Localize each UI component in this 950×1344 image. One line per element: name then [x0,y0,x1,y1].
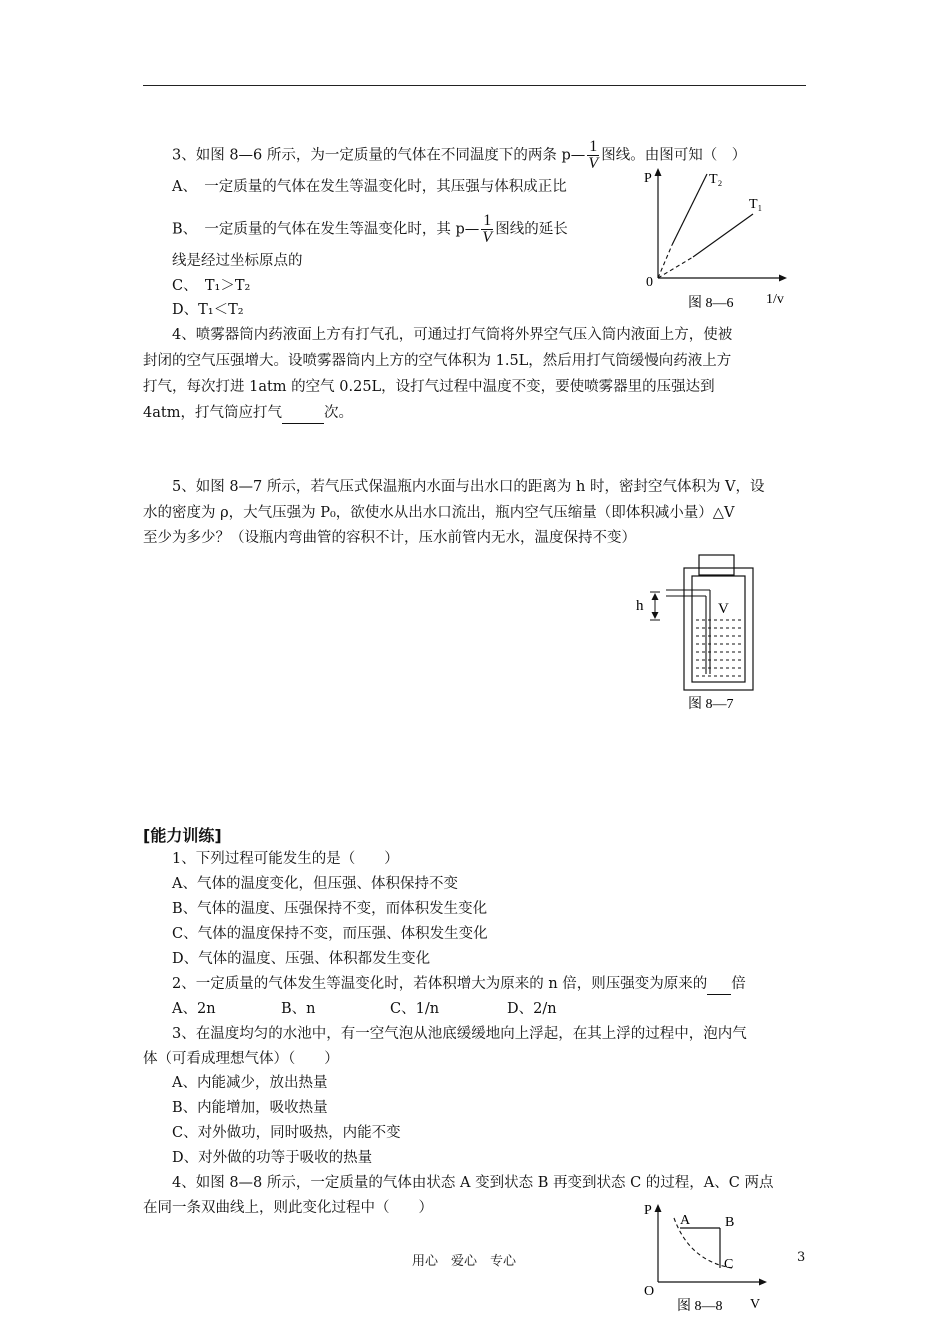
q4-line2: 封闭的空气压强增大。设喷雾器筒内上方的空气体积为 1.5L，然后用打气筒缓慢向药液上方 [143,353,732,369]
q5-line1: 5、如图 8—7 所示，若气压式保温瓶内水面与出水口的距离为 h 时，密封空气体积为 V，设 [172,479,765,495]
fig87-h-label: h [636,598,644,614]
q3-option-a: A、 一定质量的气体在发生等温变化时，其压强与体积成正比 [172,179,567,195]
t1-stem: 1、下列过程可能发生的是（ ） [172,851,399,867]
t2-option-d: D、2/n [507,1001,557,1017]
t2-stem [172,974,746,995]
t1-option-d: D、气体的温度、压强、体积都发生变化 [172,951,431,967]
figure-8-8 [640,1196,780,1314]
fig88-point-c: C [724,1257,734,1272]
fig87-v-label: V [718,601,729,617]
section-title: [能力训练] [143,826,222,845]
t1-line [693,214,753,257]
fraction-1-over-v: $\frac{1}{V}$ [588,138,599,172]
q3-option-c: C、 T₁＞T₂ [172,278,251,294]
bottle-cap [699,555,734,575]
fraction-1-over-v: $\frac{1}{V}$ [482,212,493,246]
t2-option-a: A、2n [172,1001,216,1017]
figure-8-6 [630,160,800,315]
q4-line4-tail: 次。 [323,405,353,421]
t4-line1: 4、如图 8—8 所示，一定质量的气体由状态 A 变到状态 B 再变到状态 C 的过程，A、C 两点 [172,1175,774,1191]
fig88-caption: 图 8—8 [677,1299,723,1314]
t3-option-c: C、对外做功，同时吸热，内能不变 [172,1125,401,1141]
q5-line2: 水的密度为 ρ，大气压强为 P₀，欲使水从出水口流出，瓶内空气压缩量（即体积减小量）△V [143,505,735,521]
q3-stem-tail: 图线。由图可知（ ） [601,147,747,164]
fig86-y-label: P [644,171,652,186]
bottle-inner [692,576,745,682]
t4-line2: 在同一条双曲线上，则此变化过程中（ ） [143,1200,433,1216]
fig87-caption: 图 8—7 [688,697,734,712]
q3-option-b-text: B、 一定质量的气体在发生等温变化时，其 p— [172,221,480,238]
t3-option-b: B、内能增加，吸收热量 [172,1100,328,1116]
t1-extension [658,257,693,278]
q4-line1: 4、喷雾器筒内药液面上方有打气孔，可通过打气筒将外界空气压入筒内液面上方，使被 [172,327,733,343]
t3-option-d: D、对外做的功等于吸收的热量 [172,1150,373,1166]
t3-line1: 3、在温度均匀的水池中，有一空气泡从池底缓缓地向上浮起，在其上浮的过程中，泡内气 [172,1026,747,1042]
t2-stem-tail: 倍 [731,976,746,992]
q3-option-b-tail: 图线的延长 [495,221,568,238]
page-number: 3 [797,1250,806,1265]
t2-option-c: C、1/n [390,1001,440,1017]
fig88-origin: O [644,1284,655,1299]
q4-line3: 打气，每次打进 1atm 的空气 0.25L，设打气过程中温度不变，要使喷雾器里的压强达到 [143,379,715,395]
fig88-point-b: B [725,1215,735,1230]
q5-line3: 至少为多少？（设瓶内弯曲管的容积不计，压水前管内无水，温度保持不变） [143,530,636,546]
q4-answer-blank[interactable] [282,403,324,424]
water [696,620,742,676]
t2-option-b: B、n [281,1001,316,1017]
fig86-x-label: 1/v [766,292,784,307]
fig86-t1-label: T₁ [749,197,763,212]
q3-option-d: D、T₁＜T₂ [172,302,244,318]
q4-line4-text: 4atm，打气筒应打气 [143,405,282,421]
bottle-outer [684,568,753,690]
fig86-t2-label: T₂ [709,172,723,187]
t2-line [672,174,707,245]
t2-extension [658,245,672,278]
t3-option-a: A、内能减少，放出热量 [172,1075,328,1091]
figure-8-7 [630,550,770,715]
t1-option-c: C、气体的温度保持不变，而压强、体积发生变化 [172,926,488,942]
q4-line4 [143,403,353,424]
t1-option-a: A、气体的温度变化，但压强、体积保持不变 [172,876,458,892]
header-rule [143,85,806,86]
q3-stem-text: 3、如图 8—6 所示，为一定质量的气体在不同温度下的两条 p— [172,147,586,164]
fig88-x-label: V [750,1297,761,1312]
fig88-point-a: A [680,1213,691,1228]
t2-stem-text: 2、一定质量的气体发生等温变化时，若体积增大为原来的 n 倍，则压强变为原来的 [172,976,708,992]
q3-option-b-cont: 线是经过坐标原点的 [172,253,303,269]
fig86-caption: 图 8—6 [688,296,734,311]
q3-option-b [172,213,568,246]
t2-answer-blank[interactable] [707,974,731,995]
t1-option-b: B、气体的温度、压强保持不变，而体积发生变化 [172,901,488,917]
fig86-origin: 0 [646,275,653,290]
t3-line2: 体（可看成理想气体）（ ） [143,1051,339,1067]
fig88-y-label: P [644,1203,652,1218]
footer-motto: 用心 爱心 专心 [412,1254,517,1269]
